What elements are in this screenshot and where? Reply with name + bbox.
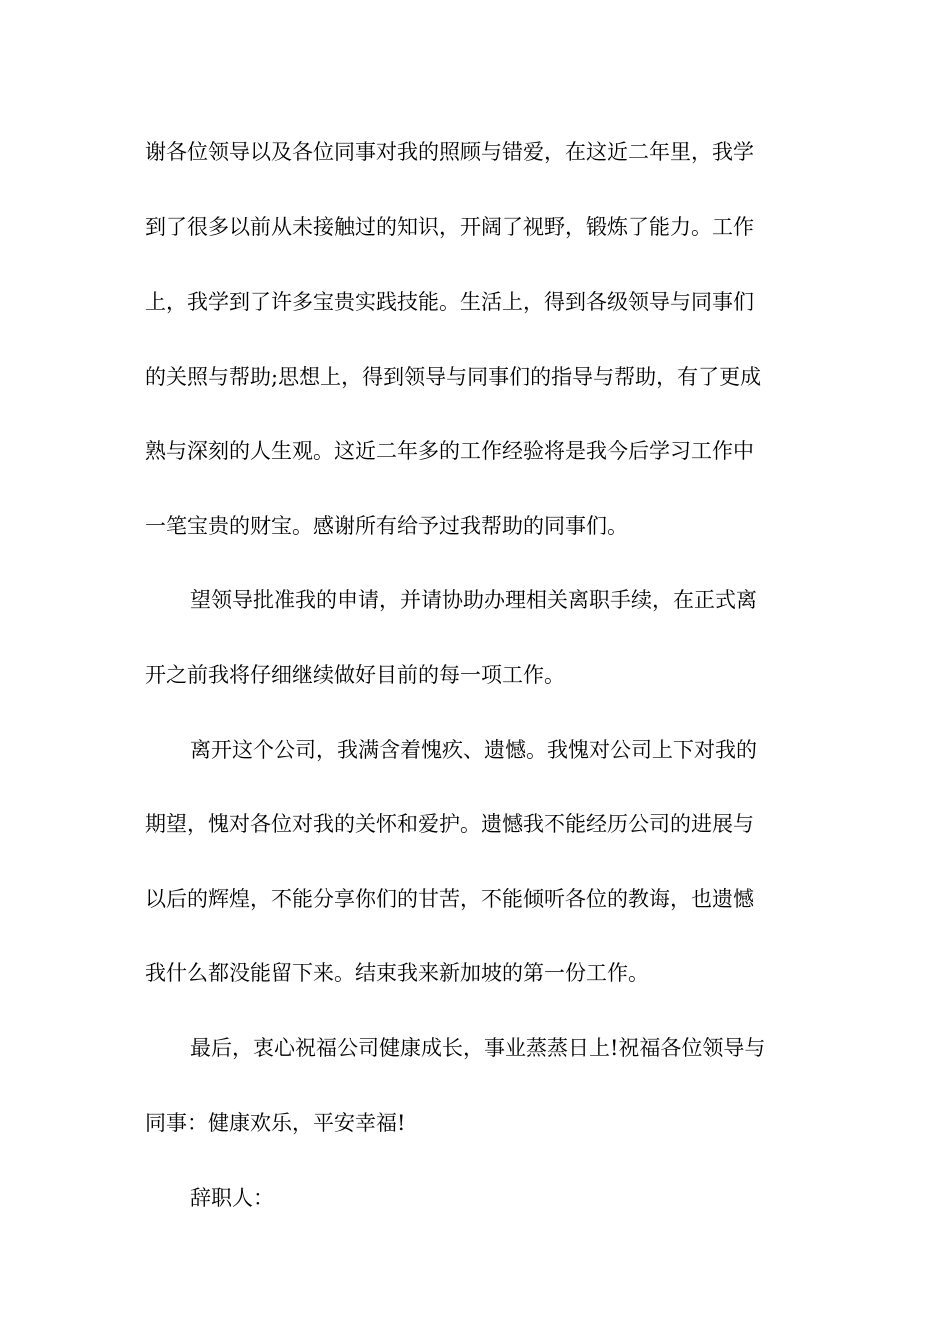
paragraph-line: 望领导批准我的申请，并请协助办理相关离职手续，在正式离 — [190, 588, 757, 612]
paragraph-line: 最后，衷心祝福公司健康成长，事业蒸蒸日上!祝福各位领导与 — [190, 1036, 766, 1060]
paragraph-line: 到了很多以前从未接触过的知识，开阔了视野，锻炼了能力。工作 — [145, 215, 754, 239]
paragraph-line: 以后的辉煌，不能分享你们的甘苦，不能倾听各位的教诲，也遗憾 — [145, 887, 754, 911]
paragraph-line: 上，我学到了许多宝贵实践技能。生活上，得到各级领导与同事们 — [145, 290, 754, 314]
paragraph-line: 期望，愧对各位对我的关怀和爱护。遗憾我不能经历公司的进展与 — [145, 812, 754, 836]
paragraph-line: 同事：健康欢乐，平安幸福! — [145, 1111, 406, 1135]
signature-label: 辞职人： — [190, 1186, 274, 1210]
paragraph-line: 离开这个公司，我满含着愧疚、遗憾。我愧对公司上下对我的 — [190, 738, 757, 762]
paragraph-line: 一笔宝贵的财宝。感谢所有给予过我帮助的同事们。 — [145, 514, 628, 538]
paragraph-line: 的关照与帮助;思想上，得到领导与同事们的指导与帮助，有了更成 — [145, 365, 762, 389]
paragraph-line: 开之前我将仔细继续做好目前的每一项工作。 — [145, 663, 565, 687]
paragraph-line: 熟与深刻的人生观。这近二年多的工作经验将是我今后学习工作中 — [145, 439, 754, 463]
paragraph-line: 我什么都没能留下来。结束我来新加坡的第一份工作。 — [145, 961, 649, 985]
paragraph-line: 谢各位领导以及各位同事对我的照顾与错爱，在这近二年里，我学 — [145, 140, 754, 164]
